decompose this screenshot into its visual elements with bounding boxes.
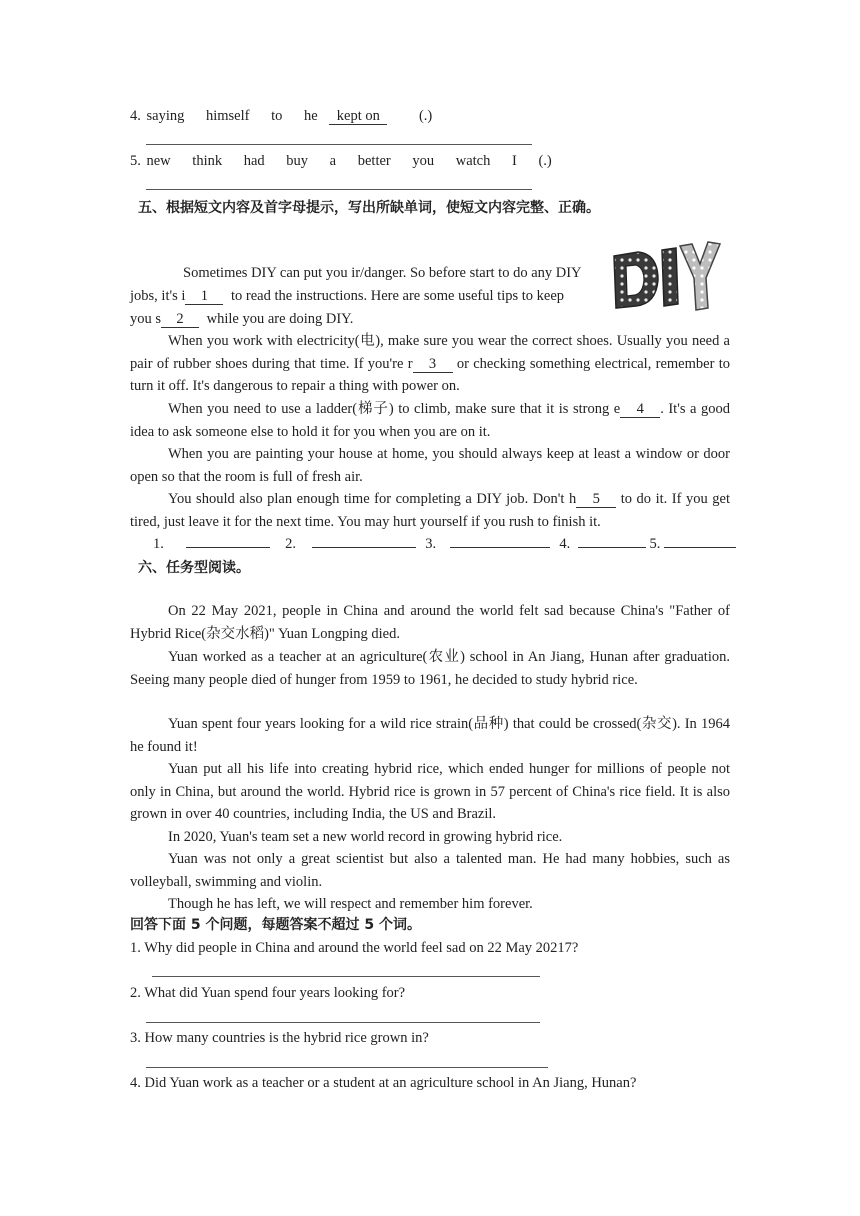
reading-paragraph-3: Yuan spent four years looking for a wild rice strain(品种) that could be crossed(杂交). In 1964 he found it! [130, 716, 730, 755]
passage-paragraph-2 [130, 330, 730, 398]
reading-paragraph-4: Yuan put all his life into creating hybrid rice, which ended hunger for millions of people not only in China, but around the world. Hybrid rice is grown in 57 percent of China's rice field. It is also grown in over 40 countries, including India, the US and Brazil. [130, 761, 730, 822]
passage-line [130, 288, 564, 305]
passage-text: to do it. If you get tired, just leave it for the next time. You may hurt yourself if you rush to finish it. [130, 491, 730, 530]
answer-number: 4. [559, 536, 571, 552]
passage-text: You should also plan enough time for completing a DIY job. Don't h [168, 491, 577, 507]
passage-text: When you work with electricity(电), make sure you wear the correct shoes. Usually you need a pair of rubber shoes during that time. If you're r [130, 333, 730, 372]
reading-paragraph-1: On 22 May 2021, people in China and around the world felt sad because China's "Father of Hybrid Rice(杂交水稻)" Yuan Longping died. [130, 603, 730, 642]
passage-paragraph-3 [130, 398, 730, 443]
answer-number: 2. [285, 536, 296, 552]
passage-paragraph-5 [130, 488, 730, 533]
question-number: 4. [130, 108, 141, 124]
passage-text: to read the instructions. Here are some useful tips to keep [231, 288, 565, 304]
question-1: 1. Why did people in China and around the world feel sad on 22 May 20217? [130, 940, 579, 956]
answer-line-5[interactable] [146, 189, 532, 190]
questions-instruction: 回答下面 5 个问题，每题答案不超过 5 个词。 [130, 917, 421, 933]
question-4-words [130, 108, 450, 125]
passage-text: jobs, it's i [130, 288, 186, 304]
question-number: 5. [130, 153, 141, 169]
word: himself [205, 108, 250, 124]
blank-3[interactable]: 3 [413, 356, 453, 373]
passage-text: or checking something electrical, remember to turn it off. It's dangerous to repair a thing with power on. [130, 355, 730, 394]
blank-2[interactable]: 2 [161, 311, 199, 328]
answer-line-q1[interactable] [152, 976, 540, 977]
answer-blank-4[interactable] [578, 547, 646, 548]
reading-paragraph-7: Though he has left, we will respect and remember him forever. [168, 896, 533, 912]
passage-text: while you are doing DIY. [206, 311, 354, 327]
answer-number: 5. [649, 536, 661, 552]
passage-line: Sometimes DIY can put you ir/danger. So before start to do any DIY [183, 265, 582, 281]
reading-paragraph-6: Yuan was not only a great scientist but also a talented man. He had many hobbies, such as volleyball, swimming and violin. [130, 851, 730, 890]
word: watch [455, 153, 491, 169]
blank-1[interactable]: 1 [185, 288, 223, 305]
word: think [192, 153, 223, 169]
passage-text: . It's a good idea to ask someone else to hold it for you when you are on it. [130, 401, 730, 440]
reading-paragraph-2: Yuan worked as a teacher at an agriculture(农业) school in An Jiang, Hunan after graduation. Seeing many people died of hunger from 1959 to 1961, he decided to study hybrid rice. [130, 649, 730, 688]
question-3: 3. How many countries is the hybrid rice grown in? [130, 1030, 429, 1046]
answer-row [153, 536, 736, 553]
answer-line-q2[interactable] [146, 1022, 540, 1023]
word: a [329, 153, 337, 169]
word: I [512, 153, 517, 169]
question-2: 2. What did Yuan spend four years looking for? [130, 985, 406, 1001]
question-5-words [130, 153, 570, 170]
word: you [412, 153, 435, 169]
section-6-heading: 六、任务型阅读。 [138, 560, 250, 576]
passage-line [130, 311, 353, 328]
word: buy [286, 153, 309, 169]
word: he [304, 108, 318, 124]
blank-5[interactable]: 5 [576, 491, 616, 508]
word: better [357, 153, 391, 169]
answer-number: 1. [153, 536, 164, 552]
answer-blank-2[interactable] [312, 547, 416, 548]
reading-paragraph-5: In 2020, Yuan's team set a new world record in growing hybrid rice. [168, 829, 563, 845]
passage-text: you s [130, 311, 162, 327]
answer-blank-5[interactable] [664, 547, 736, 548]
answer-number: 3. [425, 536, 437, 552]
blank-4[interactable]: 4 [620, 401, 660, 418]
answer-blank-3[interactable] [450, 547, 550, 548]
punctuation-hint: (.) [538, 153, 552, 169]
passage-paragraph-4: When you are painting your house at home, you should always keep at least a window or door open so that the room is full of fresh air. [130, 446, 730, 485]
question-4: 4. Did Yuan work as a teacher or a student at an agriculture school in An Jiang, Hunan? [130, 1075, 637, 1091]
word: had [243, 153, 265, 169]
passage-text: When you need to use a ladder(梯子) to climb, make sure that it is strong e [168, 401, 621, 417]
section-5-heading: 五、根据短文内容及首字母提示，写出所缺单词，使短文内容完整、正确。 [138, 200, 600, 216]
word: new [146, 153, 171, 169]
word: to [271, 108, 283, 124]
filled-blank: kept on [329, 108, 387, 125]
diy-logo-icon [610, 240, 722, 314]
word: saying [146, 108, 185, 124]
answer-line-4[interactable] [146, 144, 532, 145]
answer-line-q3[interactable] [146, 1067, 548, 1068]
answer-blank-1[interactable] [186, 547, 270, 548]
punctuation-hint: (.) [418, 108, 433, 124]
